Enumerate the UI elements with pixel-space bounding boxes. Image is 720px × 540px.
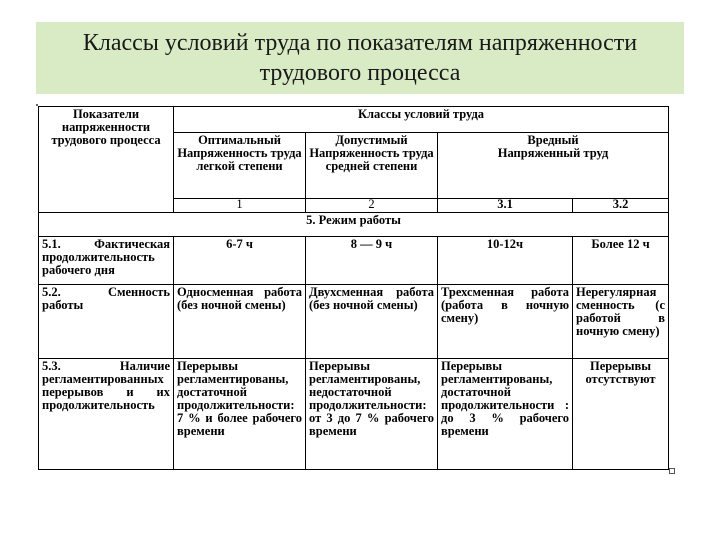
row-value-class-3-1: Перерывы регламентированы, достаточной продолжительности : до 3 % рабочего времени (438, 358, 573, 469)
row-indicator: 5.1. Фактическая продолжительность рабочего дня (39, 236, 174, 284)
header-classes-cell: Классы условий труда (174, 107, 669, 133)
section-row (39, 212, 669, 236)
header-row-classes (39, 107, 669, 133)
row-value-class-1: Перерывы регламентированы, достаточной продолжительности: 7 % и более рабочего времени (174, 358, 306, 469)
row-indicator: 5.3. Наличие регламентированных перерывов и их продолжительность (39, 358, 174, 469)
header-num-3-2: 3.2 (573, 198, 669, 212)
header-allowed-sub: Напряженность труда средней степени (309, 146, 434, 174)
row-value-class-3-1: 10-12ч (438, 236, 573, 284)
header-harmful-label: Вредный (527, 133, 579, 148)
slide-title (83, 28, 637, 88)
header-num-1: 1 (174, 198, 306, 212)
header-indicators-cell: Показатели напряженности трудового процесса (39, 107, 174, 213)
header-harmful-sub: Напряженный труд (497, 146, 609, 161)
header-optimal-cell (174, 133, 306, 198)
header-harmful-cell (438, 133, 669, 198)
table-row (39, 284, 669, 358)
header-allowed-label: Допустимый (335, 133, 408, 148)
header-allowed-cell (306, 133, 438, 198)
slide-title-line-2: трудового процесса (259, 60, 461, 86)
header-num-3-1: 3.1 (438, 198, 573, 212)
header-num-2: 2 (306, 198, 438, 212)
row-value-class-1: 6-7 ч (174, 236, 306, 284)
row-value-class-2: 8 — 9 ч (306, 236, 438, 284)
slide-title-box (36, 22, 684, 94)
row-value-class-2: Двухсменная работа (без ночной смены) (306, 284, 438, 358)
classes-table (38, 106, 669, 470)
table-row (39, 236, 669, 284)
table-row (39, 358, 669, 469)
header-optimal-sub: Напряженность труда легкой степени (177, 146, 302, 174)
row-value-class-3-2: Нерегулярная сменность (с работой в ночную смену) (573, 284, 669, 358)
row-value-class-3-2: Более 12 ч (573, 236, 669, 284)
working-conditions-table (38, 106, 668, 470)
row-value-class-3-1: Трехсменная работа (работа в ночную смену) (438, 284, 573, 358)
row-value-class-3-2: Перерывы отсутствуют (573, 358, 669, 469)
section-title: 5. Режим работы (39, 212, 669, 236)
row-indicator: 5.2. Сменность работы (39, 284, 174, 358)
slide-title-line-1: Классы условий труда по показателям напряженности (82, 30, 638, 56)
resize-handle-marker (669, 468, 675, 474)
row-value-class-2: Перерывы регламентированы, недостаточной продолжительности: от 3 до 7 % рабочего времени (306, 358, 438, 469)
header-optimal-label: Оптимальный (198, 133, 281, 148)
row-value-class-1: Односменная работа (без ночной смены) (174, 284, 306, 358)
